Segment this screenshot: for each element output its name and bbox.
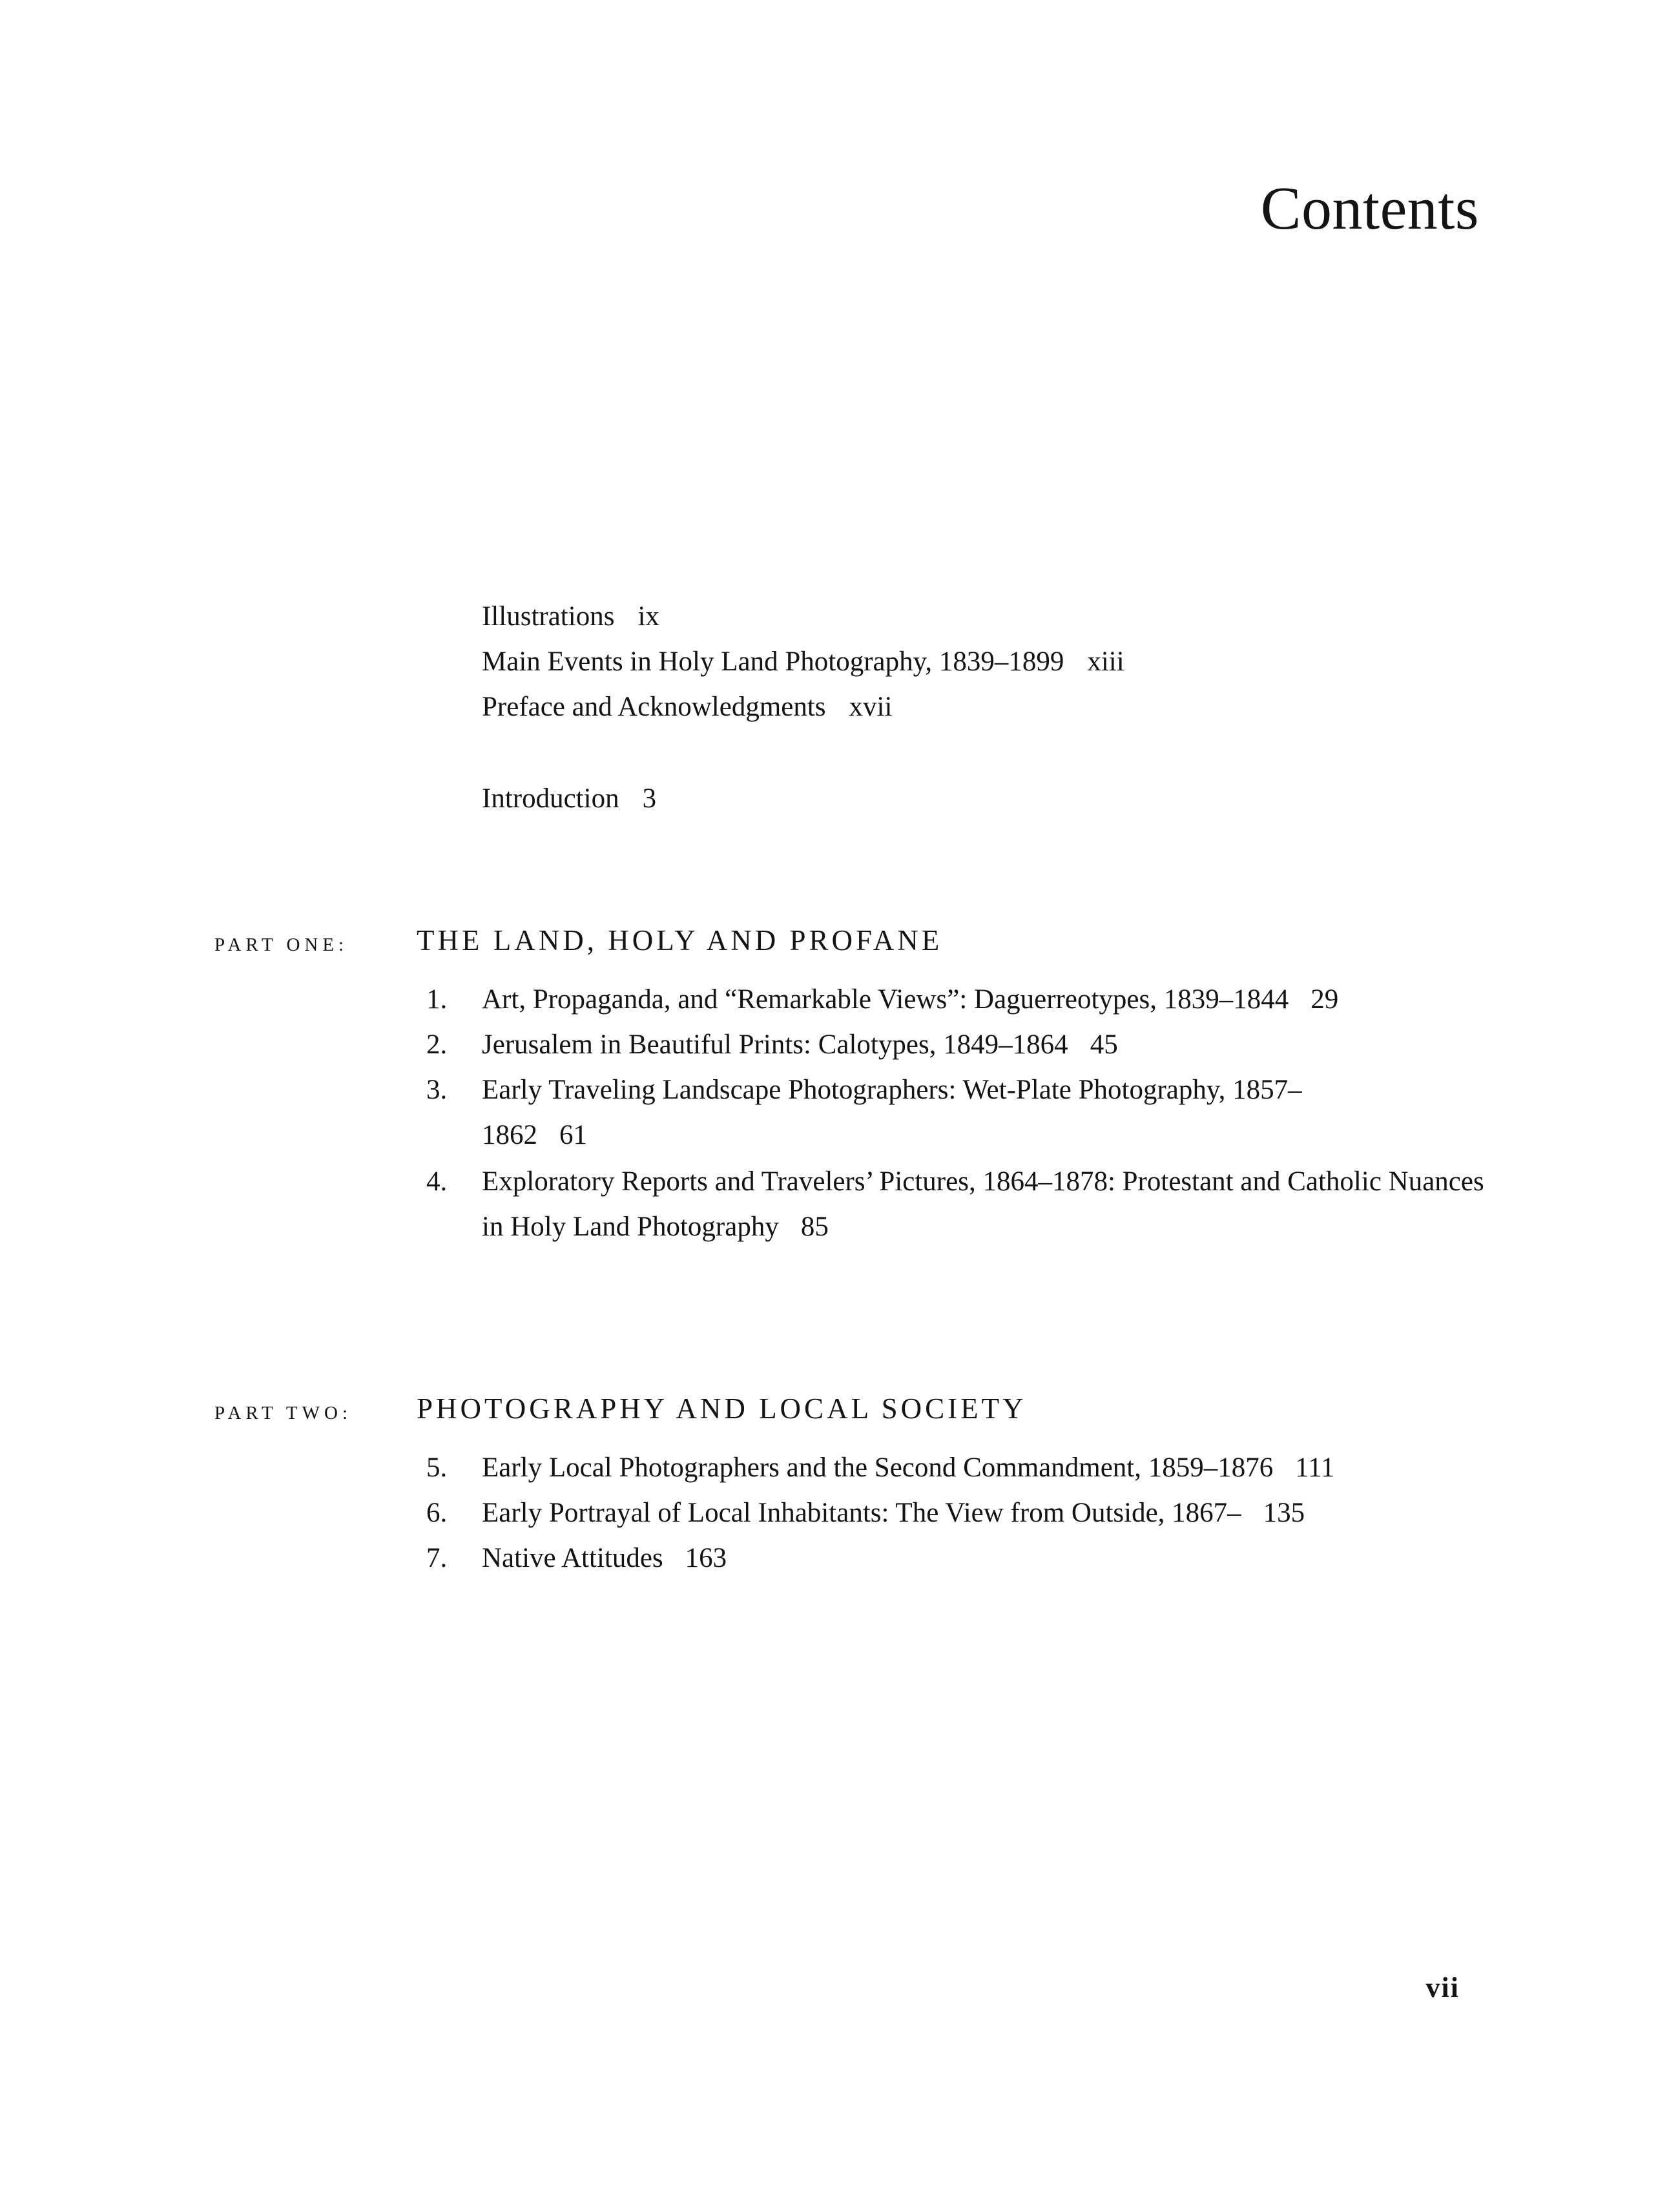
toc-chapter-5[interactable] bbox=[426, 1445, 1486, 1491]
chapter-title: Early Traveling Landscape Photographers: Wet-Plate Photography, 1857–1862 bbox=[482, 1075, 1302, 1150]
toc-page-number: 111 bbox=[1295, 1452, 1335, 1483]
chapter-number: 7. bbox=[426, 1543, 448, 1573]
chapter-title: Exploratory Reports and Travelers’ Pictures, 1864–1878: Protestant and Catholic Nuances in Holy Land Photography bbox=[482, 1166, 1484, 1242]
toc-page-number: ix bbox=[637, 601, 659, 632]
toc-page-number: 61 bbox=[559, 1120, 587, 1150]
toc-entry-title: Introduction bbox=[482, 783, 619, 814]
chapter-number: 4. bbox=[426, 1166, 448, 1197]
toc-chapter-2[interactable] bbox=[426, 1022, 1486, 1068]
toc-page-number: xiii bbox=[1087, 646, 1124, 677]
toc-entry-preface[interactable] bbox=[482, 691, 892, 723]
part-two-label: PART TWO: bbox=[214, 1403, 353, 1423]
chapter-title: Art, Propaganda, and “Remarkable Views”: Daguerreotypes, 1839–1844 bbox=[482, 984, 1289, 1015]
toc-page-number: 163 bbox=[685, 1543, 727, 1573]
toc-page-number: 85 bbox=[800, 1212, 829, 1242]
toc-chapter-4[interactable] bbox=[426, 1159, 1486, 1250]
chapter-number: 6. bbox=[426, 1498, 448, 1528]
toc-entry-main-events[interactable] bbox=[482, 646, 1124, 678]
chapter-number: 2. bbox=[426, 1029, 448, 1060]
chapter-number: 3. bbox=[426, 1075, 448, 1105]
toc-entry-introduction[interactable] bbox=[482, 783, 656, 815]
part-one-title: THE LAND, HOLY AND PROFANE bbox=[417, 924, 943, 956]
toc-page-number: 135 bbox=[1263, 1498, 1305, 1528]
toc-chapter-6[interactable] bbox=[426, 1491, 1486, 1536]
toc-chapter-7[interactable] bbox=[426, 1536, 1486, 1581]
toc-entry-title: Preface and Acknowledgments bbox=[482, 692, 826, 722]
toc-page-number: 3 bbox=[642, 783, 657, 814]
toc-entry-title: Main Events in Holy Land Photography, 1839–1899 bbox=[482, 646, 1064, 677]
toc-page-number: xvii bbox=[849, 692, 893, 722]
toc-chapter-3[interactable] bbox=[426, 1068, 1318, 1158]
toc-entry-illustrations[interactable] bbox=[482, 601, 659, 633]
toc-page-number: 29 bbox=[1310, 984, 1339, 1015]
chapter-number: 5. bbox=[426, 1452, 448, 1483]
part-two-title: PHOTOGRAPHY AND LOCAL SOCIETY bbox=[417, 1392, 1027, 1425]
page-folio: vii bbox=[1425, 1972, 1460, 2003]
chapter-title: Early Local Photographers and the Second Commandment, 1859–1876 bbox=[482, 1452, 1274, 1483]
chapter-title: Native Attitudes bbox=[482, 1543, 663, 1573]
toc-chapter-1[interactable] bbox=[426, 977, 1486, 1022]
chapter-number: 1. bbox=[426, 984, 448, 1015]
page-title: Contents bbox=[1260, 175, 1479, 242]
toc-page-number: 45 bbox=[1090, 1029, 1118, 1060]
toc-entry-title: Illustrations bbox=[482, 601, 615, 632]
part-one-label: PART ONE: bbox=[214, 935, 349, 955]
chapter-title: Early Portrayal of Local Inhabitants: The View from Outside, 1867– bbox=[482, 1498, 1241, 1528]
chapter-title: Jerusalem in Beautiful Prints: Calotypes, 1849–1864 bbox=[482, 1029, 1068, 1060]
